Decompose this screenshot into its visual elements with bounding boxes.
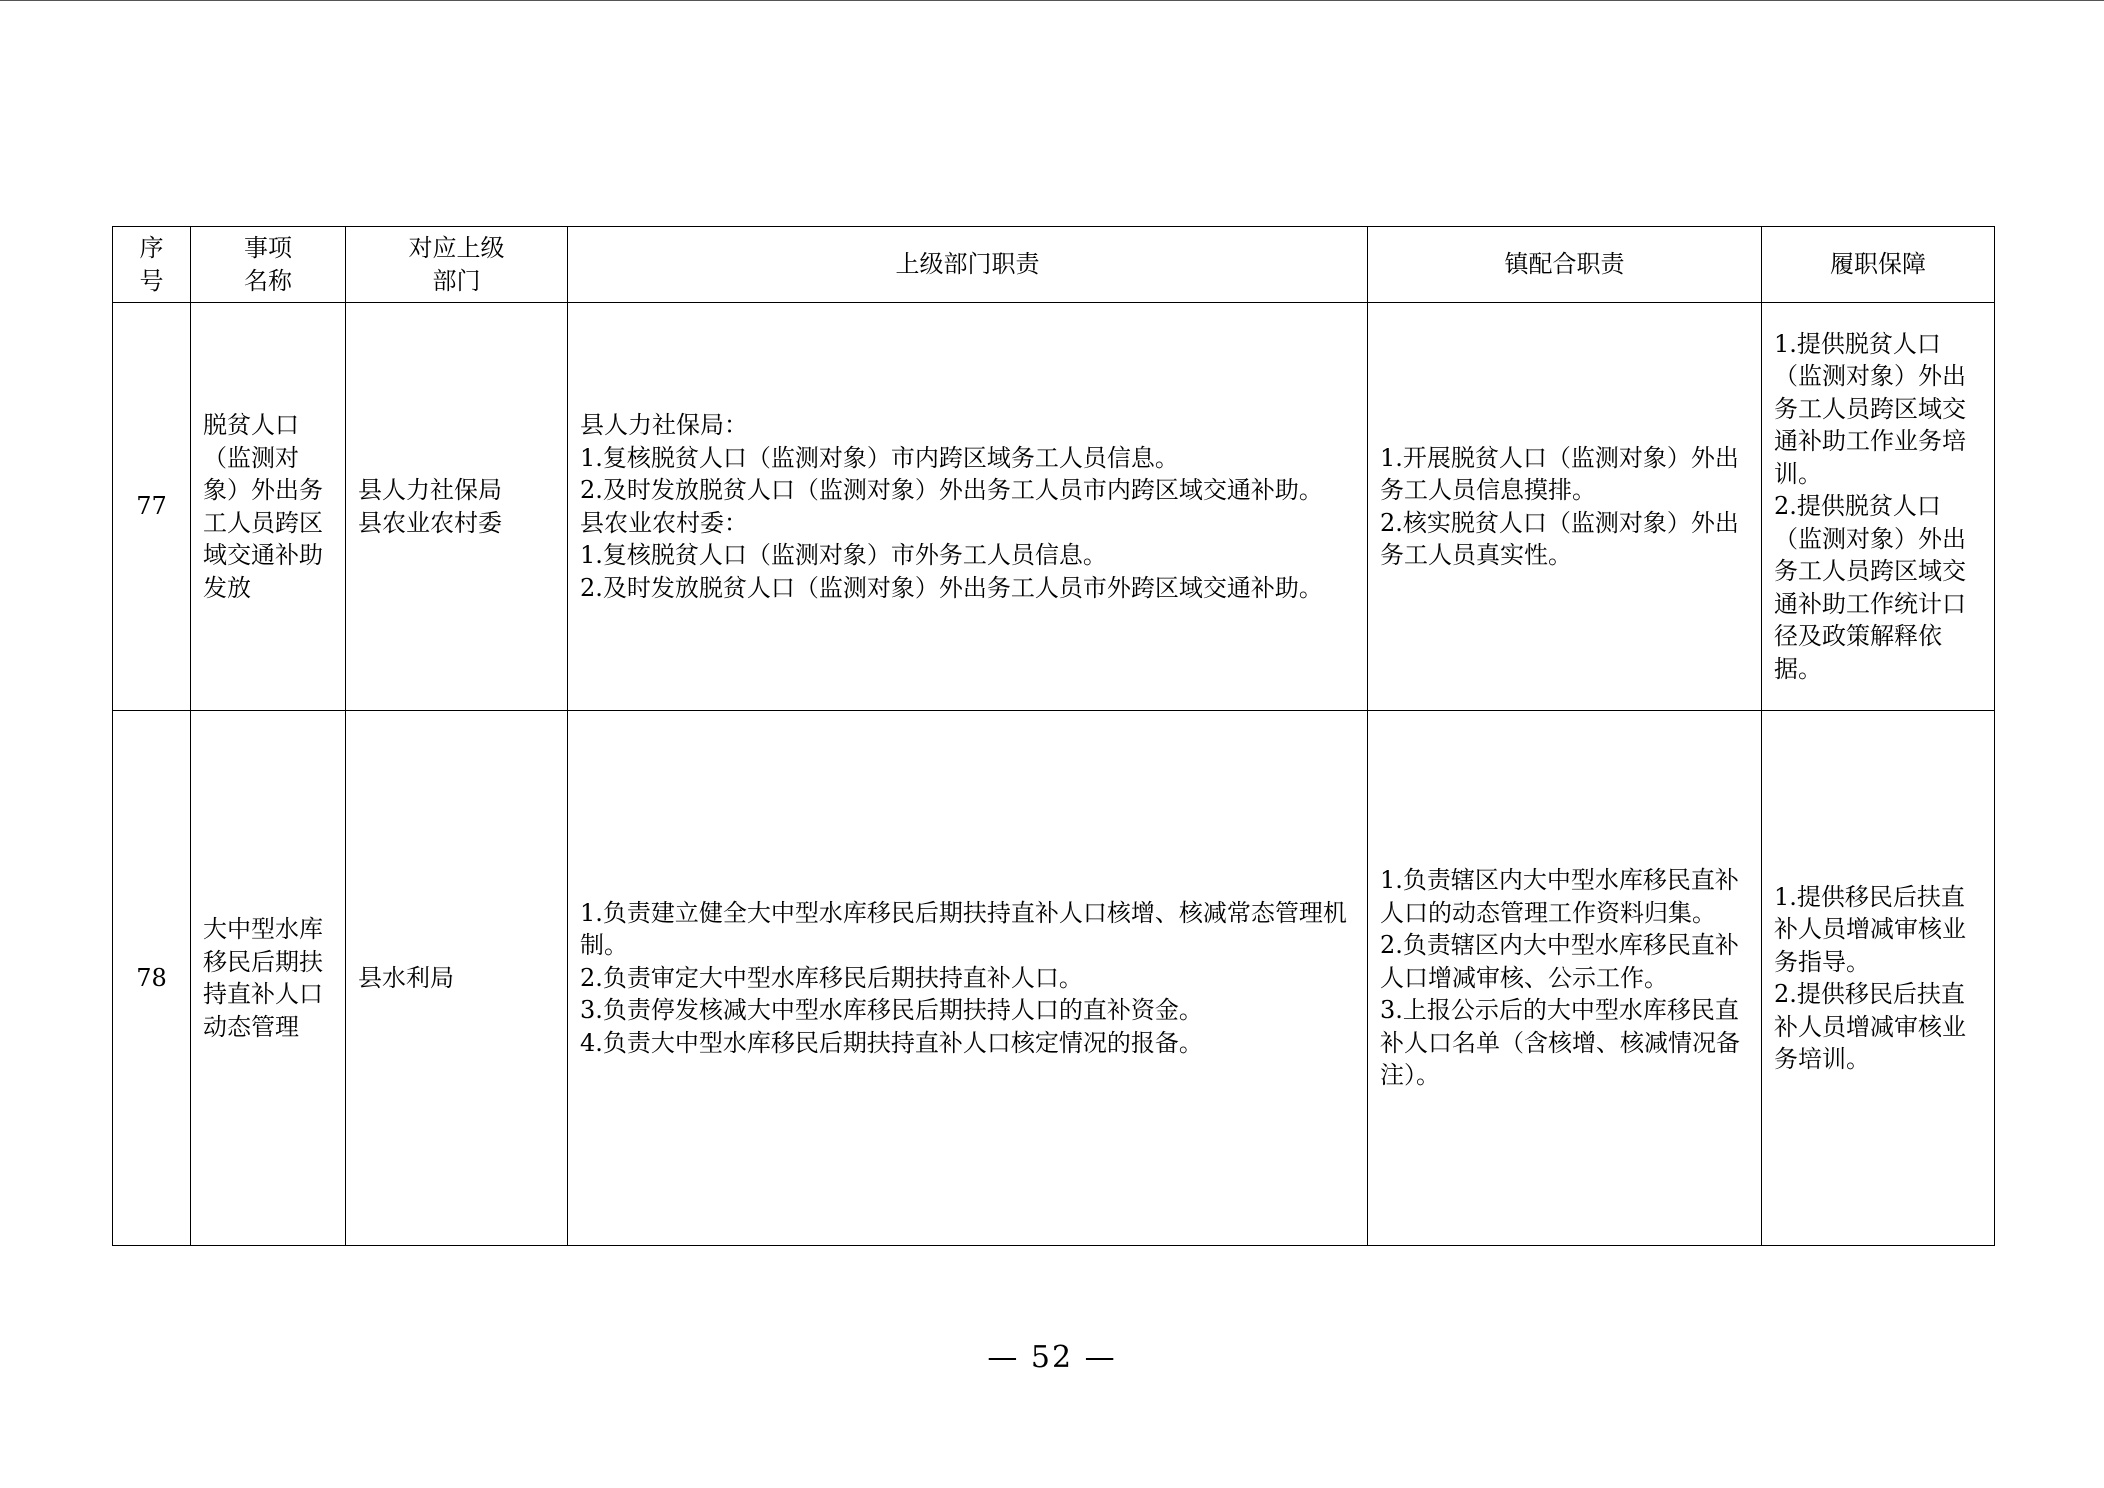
row-superior-dept (346, 711, 568, 1246)
row-town-duty (1368, 303, 1762, 711)
duty-line: 2.核实脱贫人口（监测对象）外出务工人员真实性。 (1380, 508, 1739, 569)
row-town-duty (1368, 711, 1762, 1246)
duty-line: 2.负责审定大中型水库移民后期扶持直补人口。 (580, 963, 1083, 992)
header-town-duty (1368, 227, 1762, 303)
guarantee-line: 2.提供脱贫人口（监测对象）外出务工人员跨区域交通补助工作统计口径及政策解释依据。 (1774, 492, 1966, 683)
header-line: 对应上级 (408, 234, 505, 262)
row-guarantee (1762, 711, 1995, 1246)
duty-line: 4.负责大中型水库移民后期扶持直补人口核定情况的报备。 (580, 1028, 1203, 1057)
duty-line: 1.负责辖区内大中型水库移民直补人口的动态管理工作资料归集。 (1380, 866, 1739, 927)
header-seq (113, 227, 191, 303)
page-number: — 52 — (987, 1340, 1117, 1375)
duty-line: 3.负责停发核减大中型水库移民后期扶持人口的直补资金。 (580, 996, 1203, 1025)
row-superior-dept (346, 303, 568, 711)
header-line: 镇配合职责 (1504, 250, 1625, 279)
header-line: 履职保障 (1830, 250, 1926, 279)
header-superior-dept (346, 227, 568, 303)
header-item-name (191, 227, 346, 303)
duty-line: 1.复核脱贫人口（监测对象）市外务工人员信息。 (580, 541, 1107, 569)
table-row (113, 711, 1995, 1246)
row-superior-duty (568, 303, 1368, 711)
guarantee-line: 1.提供移民后扶直补人员增减审核业务指导。 (1774, 882, 1966, 976)
guarantee-line: 2.提供移民后扶直补人员增减审核业务培训。 (1774, 980, 1966, 1073)
duty-line: 2.及时发放脱贫人口（监测对象）外出务工人员市外跨区域交通补助。 (580, 573, 1323, 602)
header-line: 号 (139, 266, 164, 295)
table-header-row (113, 227, 1995, 303)
row-item-name: 大中型水库移民后期扶持直补人口动态管理 (191, 711, 346, 1246)
header-line: 事项 (244, 234, 292, 262)
header-superior-duty (568, 227, 1368, 303)
row-superior-duty (568, 711, 1368, 1246)
duty-line: 县人力社保局： (580, 411, 748, 439)
duty-line: 1.复核脱贫人口（监测对象）市内跨区域务工人员信息。 (580, 443, 1179, 472)
dept-line: 县农业农村委 (358, 508, 502, 537)
duty-line: 2.及时发放脱贫人口（监测对象）外出务工人员市内跨区域交通补助。 (580, 476, 1323, 504)
dept-line: 县人力社保局 (358, 476, 502, 504)
duty-table (112, 226, 1995, 1246)
row-item-name: 脱贫人口（监测对象）外出务工人员跨区域交通补助发放 (191, 303, 346, 711)
header-line: 上级部门职责 (895, 250, 1040, 279)
row-seq: 77 (113, 303, 191, 711)
header-line: 部门 (432, 266, 481, 295)
duty-line: 1.开展脱贫人口（监测对象）外出务工人员信息摸排。 (1380, 443, 1739, 504)
header-line: 序 (139, 234, 164, 262)
header-line: 名称 (244, 266, 292, 295)
duty-line: 2.负责辖区内大中型水库移民直补人口增减审核、公示工作。 (1380, 931, 1739, 992)
guarantee-line: 1.提供脱贫人口（监测对象）外出务工人员跨区域交通补助工作业务培训。 (1774, 329, 1966, 488)
duty-line: 县农业农村委： (580, 508, 748, 537)
top-border-line (0, 0, 2104, 1)
row-guarantee (1762, 303, 1995, 711)
duty-line: 3.上报公示后的大中型水库移民直补人口名单（含核增、核减情况备注）。 (1380, 996, 1740, 1090)
header-guarantee (1762, 227, 1995, 303)
duty-line: 1.负责建立健全大中型水库移民后期扶持直补人口核增、核减常态管理机制。 (580, 898, 1347, 960)
table-row (113, 303, 1995, 711)
row-seq: 78 (113, 711, 191, 1246)
dept-line: 县水利局 (358, 963, 454, 992)
